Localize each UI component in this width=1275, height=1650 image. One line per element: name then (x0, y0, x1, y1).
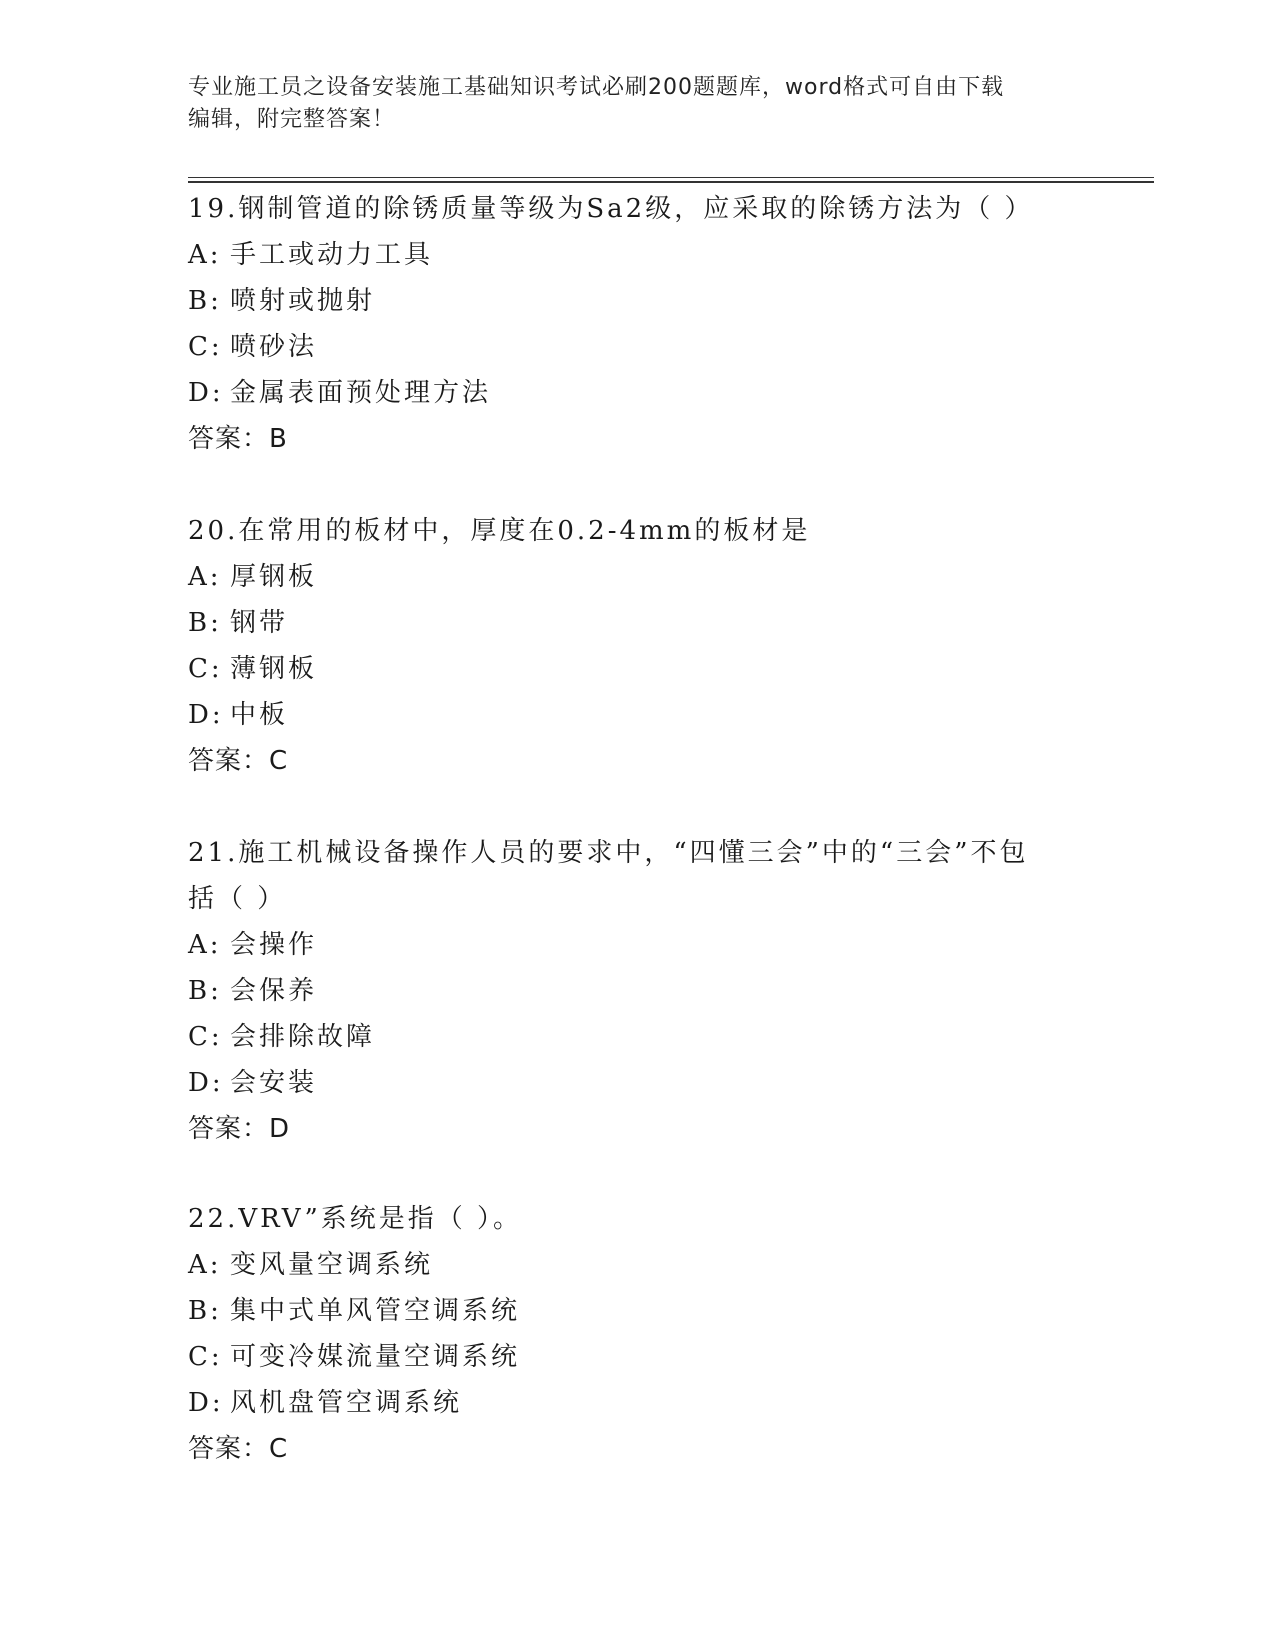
option-text: 可变冷媒流量空调系统 (230, 1342, 521, 1372)
question-stem: 19.钢制管道的除锈质量等级为Sa2级，应采取的除锈方法为（ ） (188, 194, 1034, 224)
option-d (188, 1380, 1088, 1426)
option-key: C: (188, 332, 223, 362)
option-key: D: (188, 378, 224, 408)
header-divider-thin (188, 177, 1154, 178)
option-a (188, 554, 1088, 600)
option-a (188, 922, 1088, 968)
option-key: C: (188, 654, 223, 684)
option-key: D: (188, 1068, 224, 1098)
option-c (188, 646, 1088, 692)
option-key: B: (188, 608, 222, 638)
answer-label: 答案：C (188, 746, 289, 776)
option-b (188, 968, 1088, 1014)
question-21 (188, 830, 1088, 1152)
option-text: 钢带 (230, 608, 289, 638)
question-stem: 22.VRV”系统是指（ ）。 (188, 1204, 523, 1234)
option-d (188, 1060, 1088, 1106)
option-text: 会保养 (230, 976, 318, 1006)
option-text: 喷砂法 (230, 332, 318, 362)
option-a (188, 1242, 1088, 1288)
option-text: 手工或动力工具 (230, 240, 434, 270)
option-d (188, 692, 1088, 738)
question-stem: 20.在常用的板材中，厚度在0.2-4mm的板材是 (188, 516, 811, 546)
option-d (188, 370, 1088, 416)
question-stem-line-1: 21.施工机械设备操作人员的要求中，“四懂三会”中的“三会”不包 (188, 838, 1029, 868)
option-text: 会排除故障 (230, 1022, 376, 1052)
question-stem-line-2: 括（ ） (188, 884, 287, 914)
header-divider-thick (188, 181, 1154, 183)
option-key: C: (188, 1342, 223, 1372)
header-line-1: 专业施工员之设备安装施工基础知识考试必刷200题题库，word格式可自由下载 (188, 75, 1005, 100)
question-19 (188, 186, 1088, 462)
option-text: 集中式单风管空调系统 (230, 1296, 521, 1326)
option-text: 厚钢板 (230, 562, 318, 592)
option-text: 薄钢板 (230, 654, 318, 684)
option-c (188, 1334, 1088, 1380)
option-key: D: (188, 1388, 224, 1418)
document-header (188, 72, 1068, 136)
option-text: 变风量空调系统 (230, 1250, 434, 1280)
question-22 (188, 1196, 1088, 1472)
option-a (188, 232, 1088, 278)
option-c (188, 324, 1088, 370)
answer-label: 答案：C (188, 1434, 289, 1464)
option-key: D: (188, 700, 224, 730)
option-key: C: (188, 1022, 223, 1052)
option-key: B: (188, 286, 222, 316)
option-text: 金属表面预处理方法 (230, 378, 492, 408)
option-key: A: (188, 1250, 222, 1280)
option-b (188, 278, 1088, 324)
option-text: 风机盘管空调系统 (230, 1388, 463, 1418)
option-key: A: (188, 562, 222, 592)
option-key: B: (188, 1296, 222, 1326)
option-key: B: (188, 976, 222, 1006)
question-20 (188, 508, 1088, 784)
option-text: 喷射或抛射 (230, 286, 376, 316)
option-key: A: (188, 240, 222, 270)
answer-label: 答案：B (188, 424, 288, 454)
option-b (188, 1288, 1088, 1334)
option-text: 会安装 (230, 1068, 318, 1098)
header-line-2: 编辑，附完整答案！ (188, 107, 396, 132)
option-text: 会操作 (230, 930, 318, 960)
answer-label: 答案：D (188, 1114, 291, 1144)
option-key: A: (188, 930, 222, 960)
option-b (188, 600, 1088, 646)
option-c (188, 1014, 1088, 1060)
option-text: 中板 (230, 700, 289, 730)
